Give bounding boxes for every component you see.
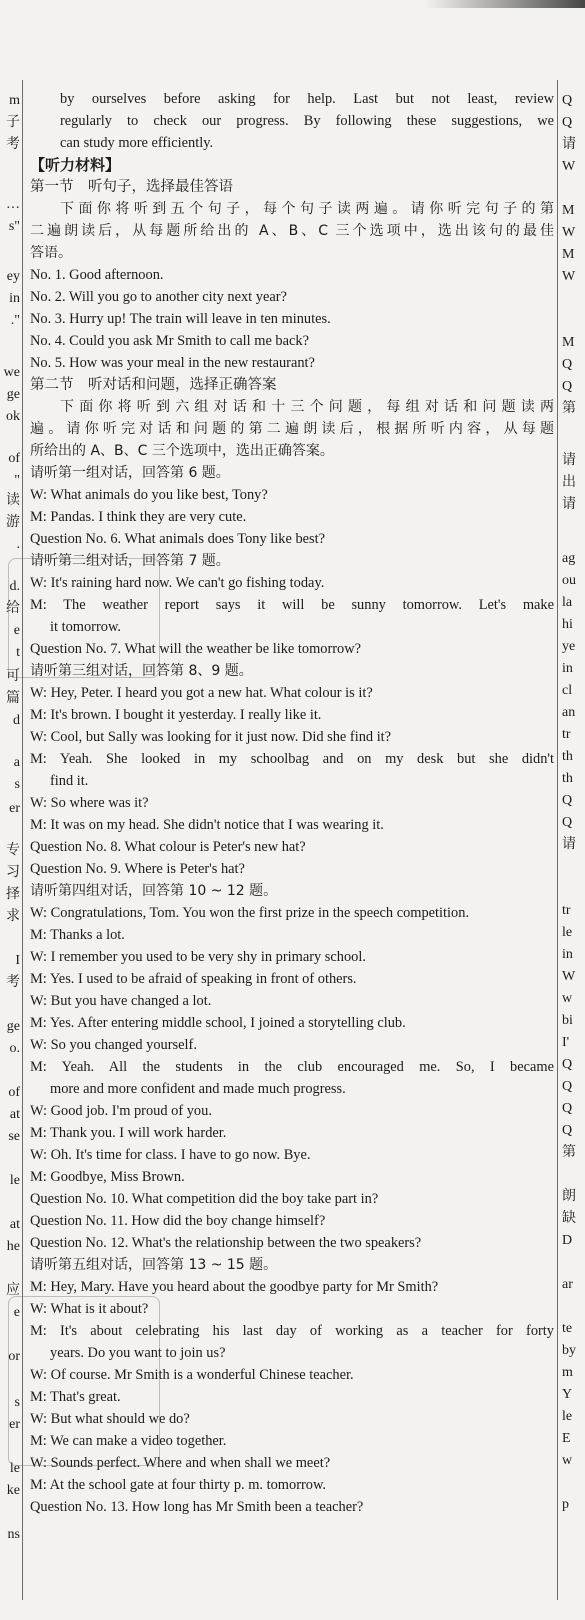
text-line: M: Hey, Mary. Have you heard about the goodbye party for Mr Smith? (30, 1279, 439, 1295)
text-line: M: Pandas. I think they are very cute. (30, 509, 247, 525)
text-line: W: But what should we do? (30, 1411, 190, 1427)
left-margin-fragment: at (9, 1217, 20, 1232)
text-line: 下面你将听到五个句子，每个句子读两遍。请你听完句子的第 (60, 201, 554, 217)
text-line: 下面你将听到六组对话和十三个问题，每组对话和问题读两 (60, 399, 554, 415)
left-margin-fragment: ge (6, 1019, 20, 1034)
right-margin-fragment: w (562, 1453, 573, 1468)
right-margin-fragment: la (562, 595, 573, 610)
text-line: W: What is it about? (30, 1301, 149, 1317)
text-line: M: Thank you. I will work harder. (30, 1125, 227, 1141)
right-margin-fragment: Q (562, 1123, 573, 1138)
left-margin-fragment: 求 (6, 909, 20, 924)
left-margin-fragment: 子 (6, 115, 20, 130)
right-margin-fragment: W (562, 159, 576, 174)
left-margin-fragment: he (6, 1239, 20, 1254)
text-line: M: It's brown. I bought it yesterday. I really like it. (30, 707, 322, 723)
left-margin-fragment: e (13, 623, 20, 638)
text-line: M: Goodbye, Miss Brown. (30, 1169, 185, 1185)
right-margin-fragment: in (562, 661, 573, 676)
text-line: Question No. 13. How long has Mr Smith been a teacher? (30, 1499, 364, 1515)
text-line: 答语。 (30, 245, 72, 261)
left-margin-fragment: 给 (6, 601, 20, 616)
text-line: can study more efficiently. (60, 135, 214, 151)
text-line: years. Do you want to join us? (50, 1345, 226, 1361)
left-margin-fragment: s (14, 777, 20, 792)
text-line: W: It's raining hard now. We can't go fishing today. (30, 575, 325, 591)
left-margin-fragment: I (15, 953, 20, 968)
right-margin-fragment: Q (562, 379, 573, 394)
right-margin-fragment: W (562, 269, 576, 284)
right-margin-fragment: le (562, 1409, 573, 1424)
text-line: W: So where was it? (30, 795, 149, 811)
right-margin-fragment: tr (562, 727, 571, 742)
text-line: M: Yes. I used to be afraid of speaking in front of others. (30, 971, 357, 987)
right-margin-fragment: I' (562, 1035, 570, 1050)
column-rule-right (557, 80, 558, 1600)
right-margin-fragment: le (562, 925, 573, 940)
text-line: Question No. 11. How did the boy change himself? (30, 1213, 326, 1229)
text-line: M: Thanks a lot. (30, 927, 125, 943)
text-line: W: Sounds perfect. Where and when shall we meet? (30, 1455, 331, 1471)
left-margin-fragment: 应 (6, 1283, 20, 1298)
text-line: by ourselves before asking for help. Last but not least, review (60, 91, 554, 107)
left-margin-fragment: s (14, 1395, 20, 1410)
text-line: W: I remember you used to be very shy in primary school. (30, 949, 366, 965)
text-line: No. 1. Good afternoon. (30, 267, 164, 283)
text-line: 请听第三组对话，回答第 8、9 题。 (30, 663, 253, 679)
right-margin-fragment: 缺 (562, 1211, 576, 1226)
text-line: W: Hey, Peter. I heard you got a new hat. What colour is it? (30, 685, 373, 701)
right-margin-fragment: 第 (562, 1145, 576, 1160)
right-margin-fragment: Q (562, 115, 573, 130)
right-margin-fragment: Q (562, 1101, 573, 1116)
text-line: Question No. 6. What animals does Tony like best? (30, 531, 326, 547)
left-margin-fragment: t (16, 645, 20, 660)
left-margin-fragment: ey (6, 269, 20, 284)
right-margin-fragment: Q (562, 93, 573, 108)
text-line: No. 3. Hurry up! The train will leave in ten minutes. (30, 311, 331, 327)
left-margin-fragment: s" (8, 219, 20, 234)
left-margin-fragment: d. (9, 579, 20, 594)
left-margin-fragment: e (13, 1305, 20, 1320)
left-margin-fragment: or (8, 1349, 20, 1364)
right-margin-fragment: Q (562, 815, 573, 830)
right-margin-fragment: m (562, 1365, 573, 1380)
text-line: it tomorrow. (50, 619, 122, 635)
left-margin-fragment: se (8, 1129, 20, 1144)
left-margin-fragment: 择 (6, 887, 20, 902)
right-margin-fragment: th (562, 771, 573, 786)
left-margin-fragment: 专 (6, 843, 20, 858)
text-line: W: So you changed yourself. (30, 1037, 197, 1053)
text-line: M: Yeah. All the students in the club encouraged me. So, I became (30, 1059, 554, 1075)
left-margin-fragment: ." (10, 313, 20, 328)
text-line: No. 5. How was your meal in the new restaurant? (30, 355, 315, 371)
right-margin-fragment: bi (562, 1013, 573, 1028)
right-margin-fragment: W (562, 969, 576, 984)
right-margin-fragment: w (562, 991, 573, 1006)
right-margin-fragment: Q (562, 793, 573, 808)
left-margin-column (0, 80, 22, 1600)
right-margin-fragment: W (562, 225, 576, 240)
right-margin-fragment: D (562, 1233, 573, 1248)
text-line: 请听第四组对话，回答第 10 ~ 12 题。 (30, 883, 278, 899)
left-margin-fragment: 游 (6, 515, 20, 530)
left-margin-fragment: 读 (6, 493, 20, 508)
text-line: Question No. 7. What will the weather be like tomorrow? (30, 641, 362, 657)
left-margin-fragment: er (9, 1417, 20, 1432)
right-margin-fragment: by (562, 1343, 576, 1358)
right-margin-fragment: 出 (562, 475, 576, 490)
text-line: 【听力材料】 (30, 156, 121, 174)
right-margin-fragment: cl (562, 683, 573, 698)
text-line: 请听第五组对话，回答第 13 ~ 15 题。 (30, 1257, 278, 1273)
left-margin-fragment: we (3, 365, 20, 380)
scan-smear (425, 0, 585, 8)
text-line: M: We can make a video together. (30, 1433, 227, 1449)
left-margin-fragment: le (9, 1173, 20, 1188)
column-rule-left (22, 80, 23, 1600)
right-margin-fragment: 朗 (562, 1189, 576, 1204)
right-margin-fragment: p (562, 1497, 569, 1512)
left-margin-fragment: of (8, 451, 20, 466)
text-line: W: But you have changed a lot. (30, 993, 212, 1009)
right-margin-fragment: 第 (562, 401, 576, 416)
left-margin-fragment: m (9, 93, 20, 108)
text-line: M: Yes. After entering middle school, I joined a storytelling club. (30, 1015, 406, 1031)
right-margin-fragment: 请 (562, 137, 576, 152)
text-line: Question No. 8. What colour is Peter's new hat? (30, 839, 306, 855)
top-strip (0, 0, 585, 14)
right-margin-fragment: ye (562, 639, 576, 654)
right-margin-fragment: 请 (562, 497, 576, 512)
text-line: W: Of course. Mr Smith is a wonderful Chinese teacher. (30, 1367, 354, 1383)
left-margin-fragment: d (13, 713, 20, 728)
text-line: 遍。请你听完对话和问题的第二遍朗读后，根据所听内容，从每题 (30, 421, 554, 437)
text-line: W: Good job. I'm proud of you. (30, 1103, 212, 1119)
text-line: Question No. 10. What competition did the boy take part in? (30, 1191, 379, 1207)
left-margin-fragment: 考 (6, 975, 20, 990)
left-margin-fragment: 可 (6, 669, 20, 684)
left-margin-fragment: ns (7, 1527, 20, 1542)
left-margin-fragment: 考 (6, 137, 20, 152)
left-margin-fragment: ok (6, 409, 20, 424)
left-margin-fragment: " (14, 473, 20, 488)
right-margin-fragment: an (562, 705, 576, 720)
right-margin-fragment: hi (562, 617, 573, 632)
text-line: W: Cool, but Sally was looking for it just now. Did she find it? (30, 729, 392, 745)
left-margin-fragment: ge (6, 387, 20, 402)
right-margin-fragment: in (562, 947, 573, 962)
left-margin-fragment: a (13, 755, 20, 770)
left-margin-fragment: of (8, 1085, 20, 1100)
left-margin-fragment: at (9, 1107, 20, 1122)
text-line: W: What animals do you like best, Tony? (30, 487, 268, 503)
text-line: 请听第二组对话，回答第 7 题。 (30, 553, 230, 569)
text-line: Question No. 12. What's the relationship between the two speakers? (30, 1235, 422, 1251)
text-line: M: It's about celebrating his last day of working as a teacher for forty (30, 1323, 554, 1339)
left-margin-fragment: o. (9, 1041, 20, 1056)
right-margin-fragment: Q (562, 357, 573, 372)
right-margin-fragment: 请 (562, 453, 576, 468)
right-margin-column (560, 80, 585, 1600)
text-line: M: It was on my head. She didn't notice that I was wearing it. (30, 817, 384, 833)
text-line: W: Oh. It's time for class. I have to go now. Bye. (30, 1147, 311, 1163)
left-margin-fragment: er (9, 801, 20, 816)
right-margin-fragment: M (562, 335, 575, 350)
left-margin-fragment: le (9, 1461, 20, 1476)
right-margin-fragment: ag (562, 551, 576, 566)
text-line: 二遍朗读后，从每题所给出的 A、B、C 三个选项中，选出该句的最佳 (30, 223, 554, 239)
text-line: No. 2. Will you go to another city next year? (30, 289, 287, 305)
right-margin-fragment: E (562, 1431, 571, 1446)
text-line: regularly to check our progress. By following these suggestions, we (60, 113, 554, 129)
left-margin-fragment: … (6, 197, 20, 212)
right-margin-fragment: te (562, 1321, 573, 1336)
right-margin-fragment: 请 (562, 837, 576, 852)
text-line: find it. (50, 773, 89, 789)
left-margin-fragment: . (16, 537, 20, 552)
right-margin-fragment: ar (562, 1277, 573, 1292)
right-margin-fragment: M (562, 203, 575, 218)
text-line: 请听第一组对话，回答第 6 题。 (30, 465, 230, 481)
text-line: more and more confident and made much progress. (50, 1081, 346, 1097)
text-line: M: Yeah. She looked in my schoolbag and on my desk but she didn't (30, 751, 554, 767)
right-margin-fragment: ou (562, 573, 576, 588)
right-margin-fragment: tr (562, 903, 571, 918)
text-line: M: At the school gate at four thirty p. m. tomorrow. (30, 1477, 327, 1493)
text-line: Question No. 9. Where is Peter's hat? (30, 861, 245, 877)
main-text-column (30, 88, 554, 1518)
left-margin-fragment: 篇 (6, 691, 20, 706)
text-line: 第二节 听对话和问题，选择正确答案 (30, 377, 277, 393)
text-line: M: That's great. (30, 1389, 121, 1405)
left-margin-fragment: ke (6, 1483, 20, 1498)
right-margin-fragment: Q (562, 1057, 573, 1072)
left-margin-fragment: in (9, 291, 20, 306)
text-line: No. 4. Could you ask Mr Smith to call me back? (30, 333, 309, 349)
text-line: M: The weather report says it will be sunny tomorrow. Let's make (30, 597, 554, 613)
text-line: W: Congratulations, Tom. You won the first prize in the speech competition. (30, 905, 470, 921)
text-line: 所给出的 A、B、C 三个选项中，选出正确答案。 (30, 443, 334, 459)
right-margin-fragment: th (562, 749, 573, 764)
right-margin-fragment: Q (562, 1079, 573, 1094)
right-margin-fragment: Y (562, 1387, 573, 1402)
left-margin-fragment: 习 (6, 865, 20, 880)
text-line: 第一节 听句子，选择最佳答语 (30, 179, 233, 195)
right-margin-fragment: M (562, 247, 575, 262)
